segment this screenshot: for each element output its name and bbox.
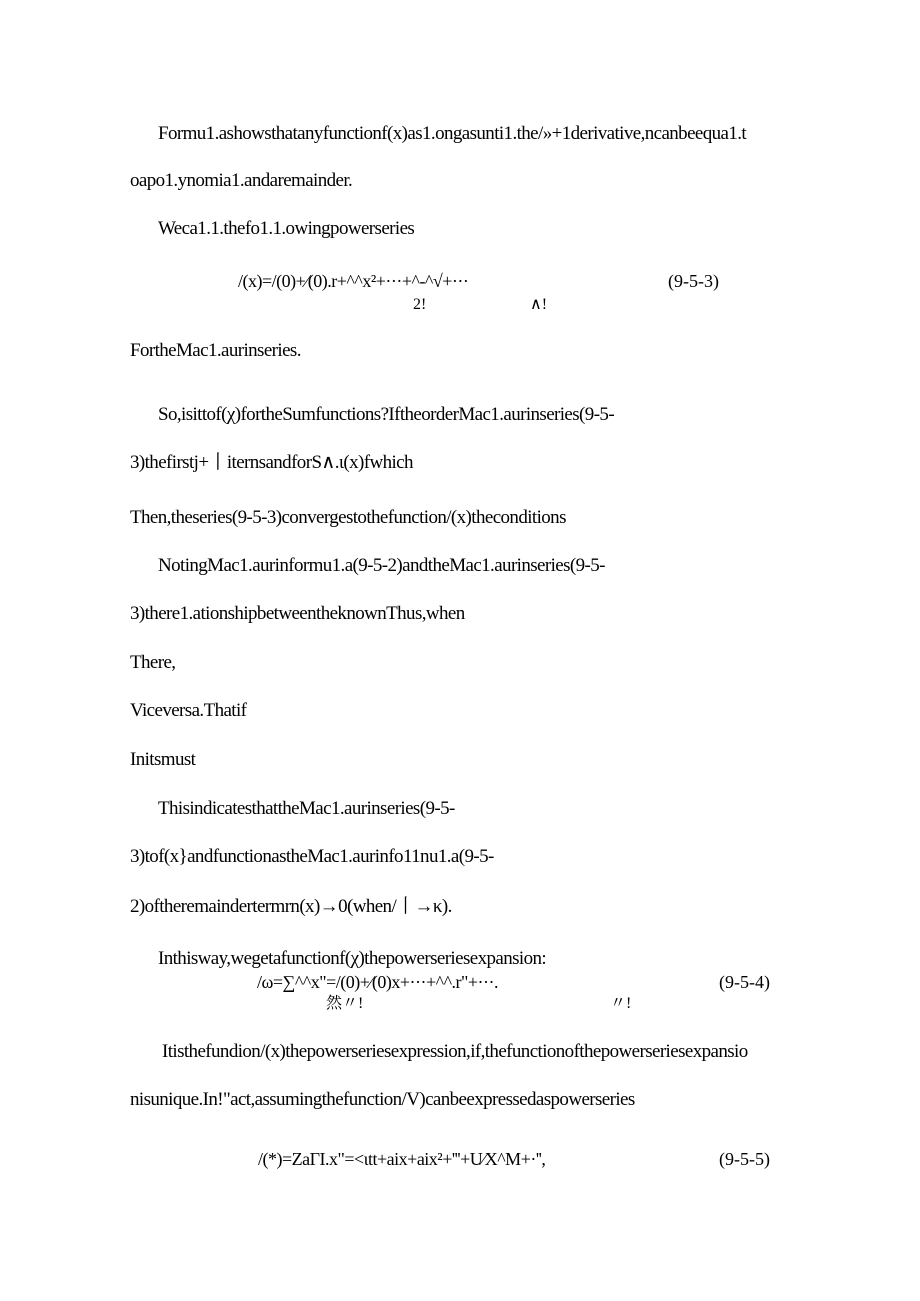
equation-denominator: ∧! [530, 296, 548, 313]
text-line: 2)oftheremaindertermrn(x)→0(when/丨→κ). [130, 896, 452, 917]
equation-body: /(x)=/(0)+⁄(0).r+^^x²+···+^-^√+··· [238, 271, 469, 291]
text-line: So,isittof(χ)fortheSumfunctions?IftheorderMac1.aurinseries(9-5- [158, 404, 615, 425]
text-line: 3)thefirstj+丨iternsandforS∧.ι(x)fwhich [130, 452, 413, 473]
text-line: There, [130, 652, 176, 673]
text-line: 3)there1.ationshipbetweentheknownThus,when [130, 603, 465, 624]
text-line: FortheMac1.aurinseries. [130, 340, 301, 361]
text-line: Viceversa.Thatif [130, 700, 247, 721]
equation-denominator: 2! [413, 296, 427, 313]
text-line: nisunique.In!"act,assumingthefunction/V)canbeexpressedaspowerseries [130, 1089, 635, 1110]
text-line: NotingMac1.aurinformu1.a(9-5-2)andtheMac1.aurinseries(9-5- [158, 555, 605, 576]
text-line: oapo1.ynomia1.andaremainder. [130, 170, 353, 191]
text-line: 3)tof(x}andfunctionastheMac1.aurinfo11nu1.a(9-5- [130, 846, 494, 867]
equation-denominator: 然〃! [326, 995, 364, 1012]
text-line: ThisindicatesthattheMac1.aurinseries(9-5- [158, 798, 455, 819]
equation-denominator: 〃! [610, 995, 632, 1012]
equation-body: /(*)=ZaΓI.x"=<ιtt+aix+aix²+'''+U∕X^M+·'', [258, 1149, 546, 1169]
equation-number: (9-5-3) [668, 271, 719, 291]
text-line: Initsmust [130, 749, 196, 770]
text-line: Weca1.1.thefo1.1.owingpowerseries [158, 218, 415, 239]
equation-body: /ω=∑^^x"=/(0)+⁄(0)x+···+^^.r"+···. [257, 972, 499, 992]
text-line: Formu1.ashowsthatanyfunctionf(x)as1.ongasunti1.the/»+1derivative,ncanbeequa1.t [158, 123, 747, 144]
equation-number: (9-5-5) [719, 1149, 770, 1169]
text-line: Then,theseries(9-5-3)convergestothefunction/(x)theconditions [130, 507, 566, 528]
equation-number: (9-5-4) [719, 972, 770, 992]
text-line: Itisthefundion/(x)thepowerseriesexpression,if,thefunctionofthepowerseriesexpansio [162, 1041, 748, 1062]
text-line: Inthisway,wegetafunctionf(χ)thepowerseriesexpansion: [158, 948, 547, 969]
